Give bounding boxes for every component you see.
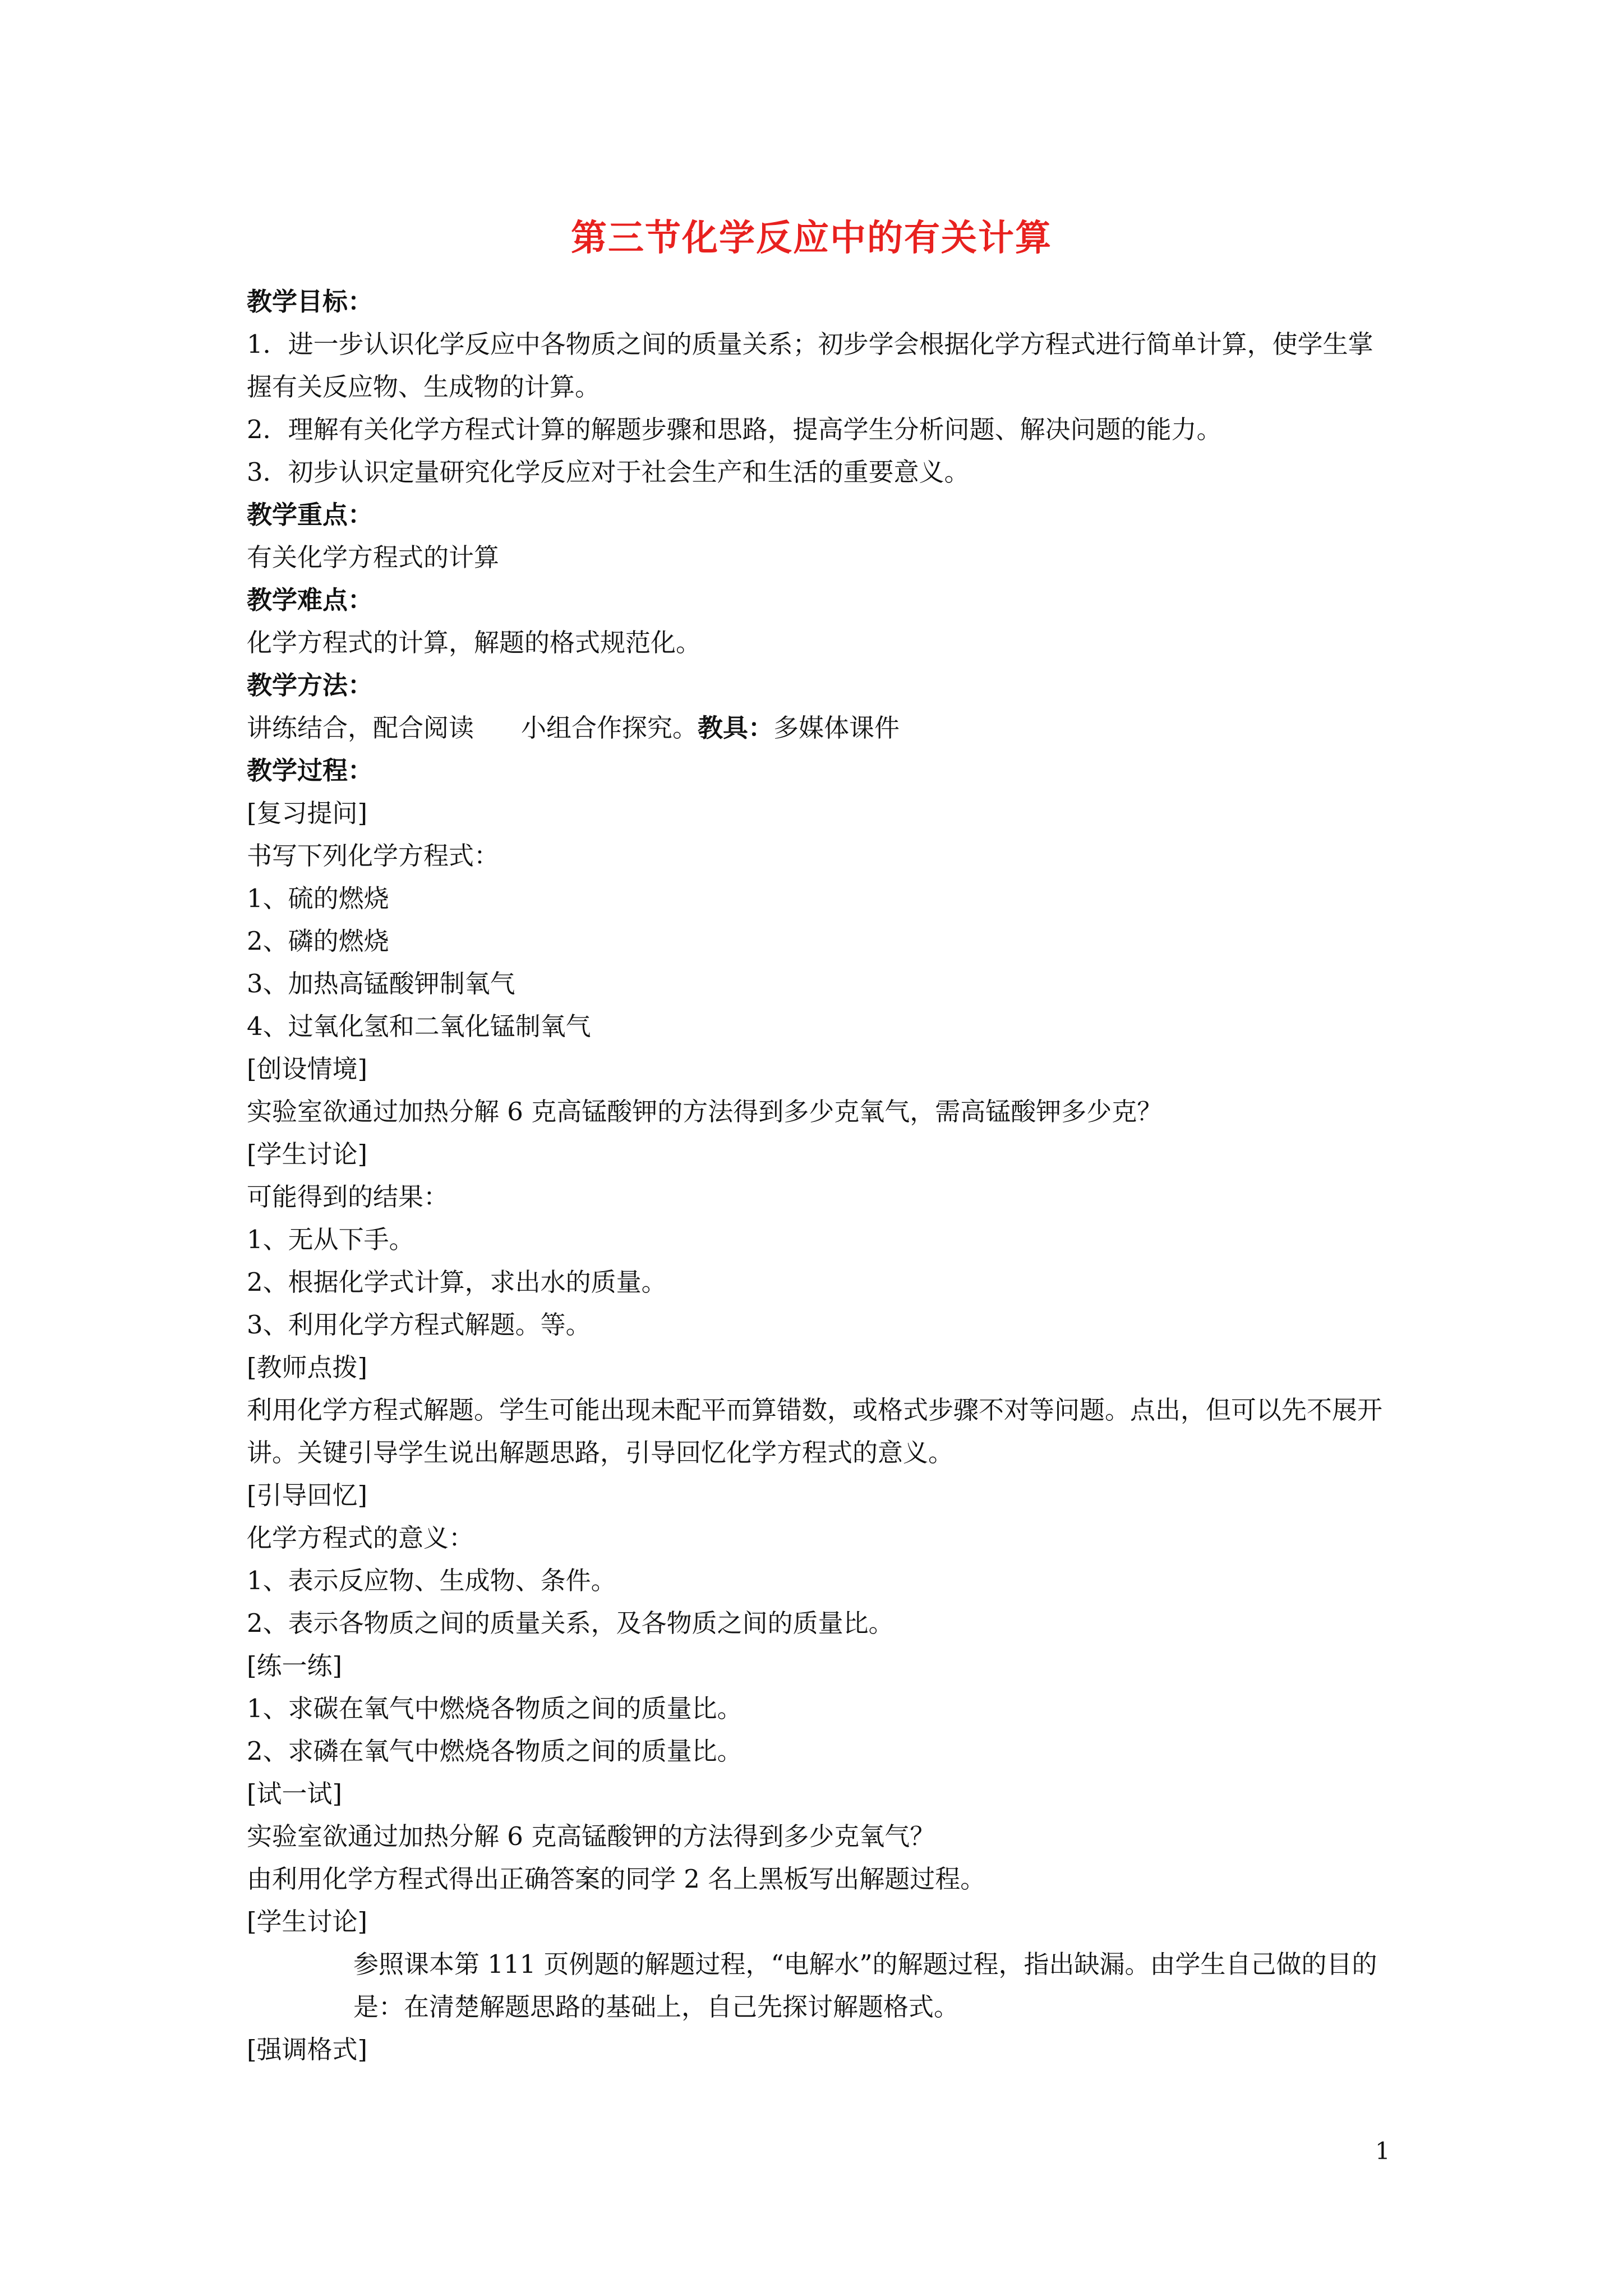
process-line: 利用化学方程式解题。学生可能出现未配平而算错数，或格式步骤不对等问题。点出，但可以先不展开讲。关键引导学生说出解题思路，引导回忆化学方程式的意义。 [247,1395,1383,1467]
process-line: 可能得到的结果： [247,1182,449,1212]
key-point-text: 有关化学方程式的计算 [247,542,500,572]
tools-text: 多媒体课件 [773,713,900,743]
process-line: [学生讨论] [247,1139,368,1169]
method-text-group: 小组合作探究。 [521,713,698,743]
process-line: 参照课本第 111 页例题的解题过程，“电解水”的解题过程，指出缺漏。由学生自己做的目的是：在清楚解题思路的基础上，自己先探讨解题格式。 [353,1949,1377,2022]
process-line: [引导回忆] [247,1480,368,1510]
process-line: 由利用化学方程式得出正确答案的同学 2 名上黑板写出解题过程。 [247,1864,986,1894]
process-line: 1、求碳在氧气中燃烧各物质之间的质量比。 [247,1694,743,1723]
process-line: 2、磷的燃烧 [247,926,389,956]
method-heading: 教学方法： [247,670,374,700]
goals-heading: 教学目标： [247,287,374,316]
goal-item: 1．进一步认识化学反应中各物质之间的质量关系；初步学会根据化学方程式进行简单计算，使学生掌握有关反应物、生成物的计算。 [247,329,1373,402]
goal-item: 3．初步认识定量研究化学反应对于社会生产和生活的重要意义。 [247,457,970,487]
process-line: [教师点拨] [247,1352,368,1382]
process-line: [创设情境] [247,1054,368,1084]
process-line: 1、无从下手。 [247,1225,414,1254]
goal-item: 2．理解有关化学方程式计算的解题步骤和思路，提高学生分析问题、解决问题的能力。 [247,415,1222,444]
process-line: 2、根据化学式计算，求出水的质量。 [247,1267,667,1297]
process-line: 2、表示各物质之间的质量关系，及各物质之间的质量比。 [247,1608,894,1638]
document-body [247,280,1391,2071]
process-line: 2、求磷在氧气中燃烧各物质之间的质量比。 [247,1736,743,1766]
process-heading: 教学过程： [247,756,374,785]
difficulty-heading: 教学难点： [247,585,374,615]
process-line: [练一练] [247,1651,343,1681]
process-line: 书写下列化学方程式： [247,841,500,871]
tools-label: 教具： [698,713,774,743]
difficulty-text: 化学方程式的计算，解题的格式规范化。 [247,628,702,657]
process-line: [强调格式] [247,2035,368,2064]
process-line: 化学方程式的意义： [247,1523,474,1553]
page-number: 1 [1375,2137,1390,2165]
process-line: 实验室欲通过加热分解 6 克高锰酸钾的方法得到多少克氧气？ [247,1821,935,1851]
process-line: 3、利用化学方程式解题。等。 [247,1310,591,1340]
process-line: [试一试] [247,1779,343,1809]
process-line: [学生讨论] [247,1907,368,1936]
key-point-heading: 教学重点： [247,500,374,530]
process-line: 4、过氧化氢和二氧化锰制氧气 [247,1011,591,1041]
method-line [247,707,1391,749]
process-line: 1、表示反应物、生成物、条件。 [247,1566,616,1595]
page-title: 第三节化学反应中的有关计算 [571,217,1052,259]
process-line: 1、硫的燃烧 [247,884,389,913]
process-line: 实验室欲通过加热分解 6 克高锰酸钾的方法得到多少克氧气，需高锰酸钾多少克？ [247,1097,1163,1126]
process-line: [复习提问] [247,798,368,828]
method-text: 讲练结合，配合阅读 [247,713,474,743]
process-line: 3、加热高锰酸钾制氧气 [247,969,515,999]
